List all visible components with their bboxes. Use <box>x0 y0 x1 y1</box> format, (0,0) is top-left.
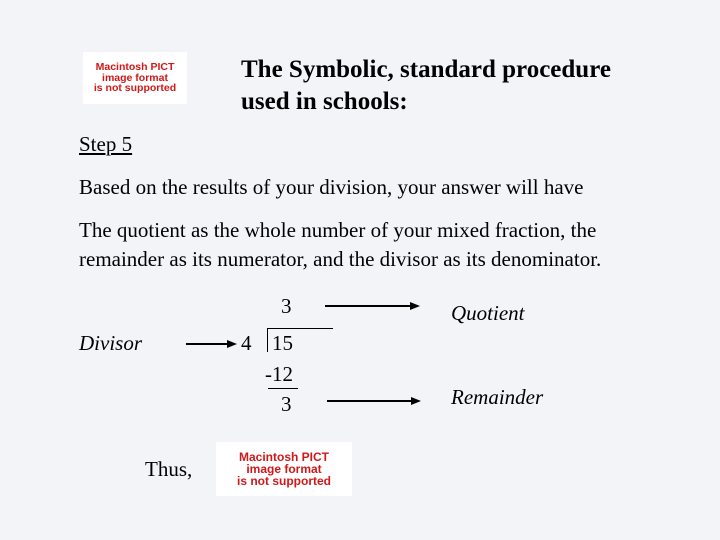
unsupported-image-placeholder-bottom <box>216 442 352 496</box>
intro-text: Based on the results of your division, your answer will have <box>79 175 584 199</box>
title-line-1: The Symbolic, standard procedure <box>241 56 611 83</box>
explanation-line-1: The quotient as the whole number of your mixed fraction, the <box>79 218 597 242</box>
remainder-label: Remainder <box>451 385 544 409</box>
dividend-value: 15 <box>272 331 293 355</box>
slide-title <box>241 54 701 118</box>
explanation-text <box>79 216 601 274</box>
placeholder-line-2: image format <box>246 462 322 476</box>
placeholder-line-2: image format <box>102 71 168 84</box>
placeholder-line-3: is not supported <box>237 474 331 488</box>
remainder-value: 3 <box>281 392 292 416</box>
placeholder-line-1: Macintosh PICT <box>95 61 175 74</box>
title-line-2: used in schools: <box>241 88 408 115</box>
placeholder-line-3: is not supported <box>93 82 177 95</box>
thus-text: Thus, <box>145 457 193 481</box>
divisor-label: Divisor <box>79 331 142 355</box>
quotient-label: Quotient <box>451 301 525 325</box>
division-bracket <box>267 328 268 352</box>
explanation-line-2: remainder as its numerator, and the divisor as its denominator. <box>79 247 602 271</box>
subtract-value: -12 <box>265 362 293 386</box>
quotient-value: 3 <box>281 294 292 318</box>
placeholder-line-1: Macintosh PICT <box>238 450 329 464</box>
unsupported-image-placeholder-top <box>83 52 187 104</box>
divisor-value: 4 <box>241 331 252 355</box>
division-bar <box>267 328 333 329</box>
step-label: Step 5 <box>79 132 133 156</box>
subtraction-line <box>268 388 298 389</box>
